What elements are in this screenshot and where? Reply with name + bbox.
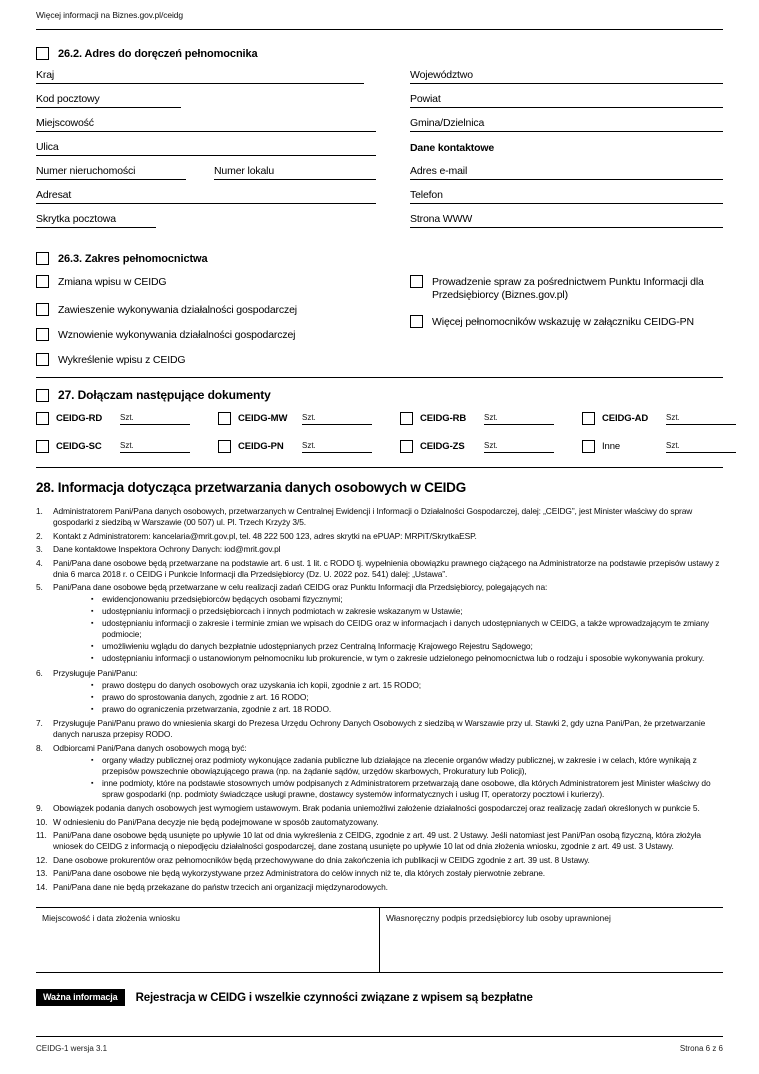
bullet: ▪ umożliwieniu wglądu do danych bezpłatnie udostępnianych przez Centralną Informację Krajowego Rejestru Sądowego;: [91, 641, 723, 652]
adresat-field[interactable]: Adresat: [36, 189, 376, 204]
place-date-box[interactable]: [36, 908, 380, 972]
legal-item-11: [36, 830, 723, 852]
option-zawieszenie[interactable]: [36, 304, 396, 317]
legal-item-6: [36, 668, 723, 716]
numer-nieruchomosci-field[interactable]: Numer nieruchomości: [36, 165, 186, 180]
bullet: ▪ udostępnianiu informacji o zakresie i terminie zmian we wpisach do CEIDG oraz w informacjach i danych udostępnianych w CEIDG, a także wprowadzającym te zmiany podmiocie;: [91, 618, 723, 640]
item-text: Przysługuje Pani/Panu prawo do wniesienia skargi do Prezesa Urzędu Ochrony Danych Osobowych z siedzibą w Warszawie przy ul. Stawki 2, gdy uzna Pani/Pan, że przetwarzanie danych narusza przepisy RODO.: [53, 718, 706, 739]
ceidg-zs-checkbox[interactable]: [400, 440, 413, 453]
wiecej-pelnomocnikow-checkbox[interactable]: [410, 315, 423, 328]
option-wznowienie[interactable]: [36, 329, 396, 342]
item-text: Pani/Pana dane osobowe będą przetwarzane na podstawie art. 6 ust. 1 lit. c RODO tj. wypełnienia obowiązku prawnego ciążącego na Administratorze na podstawie przepisów ustawy z dnia 6 marca 2018 r. o CEIDG i Punkcie Informacji dla Przedsiębiorcy (Dz. U. 2022 poz. 541) dalej: „Ustawa”.: [53, 557, 720, 579]
item-text: Kontakt z Administratorem: kancelaria@mrit.gov.pl, tel. 48 222 500 123, adres skrytki na ePUAP: MRPiT/SkrytkaESP.: [53, 530, 477, 541]
zmiana-wpisu-checkbox[interactable]: [36, 275, 49, 288]
item-5-bullets: [91, 594, 723, 664]
section-26-3-checkbox[interactable]: [36, 252, 49, 265]
item-text: Odbiorcami Pani/Pana danych osobowych mogą być:: [53, 742, 247, 753]
item-number: 7.: [36, 718, 43, 728]
doc-label: CEIDG-SC: [56, 441, 102, 452]
item-number: 10.: [36, 816, 48, 827]
ulica-field[interactable]: Ulica: [36, 141, 376, 156]
ceidg-pn-checkbox[interactable]: [218, 440, 231, 453]
wznowienie-checkbox[interactable]: [36, 328, 49, 341]
doc-ceidg-mw[interactable]: [218, 412, 372, 425]
zakres-left-options: [36, 276, 396, 367]
ceidg-rb-szt-field[interactable]: Szt.: [484, 413, 554, 425]
data-processing-list: [36, 506, 723, 895]
ceidg-zs-szt-field[interactable]: Szt.: [484, 441, 554, 453]
item-text: Pani/Pana dane osobowe nie będą wykorzystywane przez Administratora do celów innych niż te, dla których zostały pierwotnie zebrane.: [53, 868, 546, 878]
gmina-dzielnica-field[interactable]: Gmina/Dzielnica: [410, 117, 723, 132]
doc-label: Inne: [602, 441, 621, 452]
option-label: Wznowienie wykonywania działalności gospodarczej: [58, 329, 296, 341]
doc-label: CEIDG-PN: [238, 441, 284, 452]
ceidg-rd-szt-field[interactable]: Szt.: [120, 413, 190, 425]
item-number: 4.: [36, 557, 43, 568]
important-notice: [36, 989, 533, 1006]
item-number: 8.: [36, 742, 43, 753]
section-26-3-title: 26.3. Zakres pełnomocnictwa: [58, 252, 208, 265]
bullet: ▪ organy władzy publicznej oraz podmioty wykonujące zadania publiczne lub działające na zlecenie organów władzy publicznej, w zakresie i w celach, które wynikają z przepisów powszechnie obowiązującego prawa (np. na żądanie sądów, urzędów skarbowych, Prokuratury lub Policji),: [91, 755, 723, 777]
miejscowosc-field[interactable]: Miejscowość: [36, 117, 376, 132]
bullet: ▪ ewidencjonowaniu przedsiębiorców będących osobami fizycznymi;: [91, 594, 723, 605]
numer-lokalu-field[interactable]: Numer lokalu: [214, 165, 376, 180]
bullet: ▪ udostępnianiu informacji o ustanowionym pełnomocniku lub prokurencie, w tym o zakresie udzielonego pełnomocnictwa lub o rodzaju i sposobie wykonywania prokury.: [91, 653, 723, 664]
zakres-right-options: [410, 276, 723, 329]
ceidg-rb-checkbox[interactable]: [400, 412, 413, 425]
adres-email-field[interactable]: Adres e-mail: [410, 165, 723, 180]
legal-item-9: [36, 803, 723, 814]
option-wykreslenie[interactable]: [36, 354, 396, 367]
item-6-bullets: [91, 680, 723, 715]
more-info-text: Więcej informacji na Biznes.gov.pl/ceidg: [36, 10, 184, 20]
section-26-3-header: [36, 252, 723, 265]
item-text: W odniesieniu do Pani/Pana decyzje nie będą podejmowane w sposób zautomatyzowany.: [53, 816, 379, 827]
kod-pocztowy-field[interactable]: Kod pocztowy: [36, 93, 181, 108]
legal-item-3: [36, 544, 723, 555]
bullet: ▪ prawo dostępu do danych osobowych oraz uzyskania ich kopii, zgodnie z art. 15 RODO;: [91, 680, 723, 691]
inne-checkbox[interactable]: [582, 440, 595, 453]
item-number: 3.: [36, 544, 43, 554]
item-number: 12.: [36, 854, 48, 865]
ceidg-sc-szt-field[interactable]: Szt.: [120, 441, 190, 453]
ceidg-mw-checkbox[interactable]: [218, 412, 231, 425]
doc-ceidg-rd[interactable]: [36, 412, 190, 425]
item-text: Pani/Pana dane nie będą przekazane do państw trzecich ani organizacji międzynarodowych.: [53, 881, 388, 892]
item-text: Administratorem Pani/Pana danych osobowych, przetwarzanych w Centralnej Ewidencji i Informacji o Działalności Gospodarczej, dalej: „CEIDG”, jest Minister właściwy do spraw gospodarki z siedzibą w Warszawie (00 507) ul. Pl. Trzech Krzyży 3/5.: [53, 506, 693, 527]
doc-inne[interactable]: [582, 440, 736, 453]
dane-kontaktowe-heading: Dane kontaktowe: [410, 142, 495, 154]
doc-ceidg-zs[interactable]: [400, 440, 554, 453]
doc-label: CEIDG-RB: [420, 413, 467, 424]
doc-label: CEIDG-AD: [602, 413, 649, 424]
zawieszenie-checkbox[interactable]: [36, 303, 49, 316]
legal-item-4: [36, 558, 723, 580]
item-number: 5.: [36, 582, 43, 592]
important-notice-badge: Ważna informacja: [36, 989, 125, 1006]
wykreslenie-checkbox[interactable]: [36, 353, 49, 366]
doc-label: CEIDG-RD: [56, 413, 103, 424]
option-wiecej-pelnomocnikow[interactable]: [410, 316, 723, 329]
option-prowadzenie-spraw[interactable]: [410, 276, 723, 302]
important-notice-text: Rejestracja w CEIDG i wszelkie czynności związane z wpisem są bezpłatne: [135, 991, 533, 1004]
section-27-header: [36, 388, 723, 402]
strona-www-field[interactable]: Strona WWW: [410, 213, 723, 228]
signature-area: [36, 907, 723, 973]
legal-item-13: [36, 868, 723, 879]
legal-item-5: [36, 582, 723, 665]
address-left-column: [36, 64, 376, 232]
item-number: 9.: [36, 803, 43, 813]
section-26-2-header: [36, 47, 723, 60]
signature-box[interactable]: [380, 908, 723, 972]
ceidg-rd-checkbox[interactable]: [36, 412, 49, 425]
doc-label: CEIDG-MW: [238, 413, 288, 424]
item-number: 14.: [36, 881, 48, 892]
ceidg-mw-szt-field[interactable]: Szt.: [302, 413, 372, 425]
legal-item-12: [36, 855, 723, 866]
form-version: CEIDG-1 wersja 3.1: [36, 1044, 108, 1053]
section-28-title: 28. Informacja dotycząca przetwarzania danych osobowych w CEIDG: [36, 480, 467, 495]
kraj-field[interactable]: Kraj: [36, 69, 364, 84]
item-number: 1.: [36, 506, 43, 516]
ceidg-ad-szt-field[interactable]: Szt.: [666, 413, 736, 425]
bullet: ▪ udostępnianiu informacji o przedsiębiorcach i innych podmiotach w zakresie wskazanym w Ustawie;: [91, 606, 723, 617]
ceidg-sc-checkbox[interactable]: [36, 440, 49, 453]
option-label: Zmiana wpisu w CEIDG: [58, 276, 167, 288]
option-label: Zawieszenie wykonywania działalności gospodarczej: [58, 304, 297, 316]
option-zmiana-wpisu[interactable]: [36, 276, 396, 289]
doc-label: CEIDG-ZS: [420, 441, 465, 452]
bullet: ▪ inne podmioty, które na podstawie stosownych umów podpisanych z Administratorem przetwarzają dane osobowe, dla których Administratorem jest Minister właściwy do spraw gospodarki (np. podmioty świadczące usługi prawne, dostawcy systemów informatycznych i usług IT, operatorzy pocztowi i kurierzy).: [91, 778, 723, 800]
item-text: Pani/Pana dane osobowe będą przetwarzane w celu realizacji zadań CEIDG oraz Punktu Informacji dla Przedsiębiorcy, polegających na:: [53, 582, 548, 592]
section-27-divider: [36, 377, 723, 378]
section-26-2-title: 26.2. Adres do doręczeń pełnomocnika: [58, 47, 258, 60]
item-number: 11.: [36, 830, 47, 840]
footer-divider: [36, 1036, 723, 1037]
address-right-column: [410, 64, 723, 232]
bullet: ▪ prawo do sprostowania danych, zgodnie z art. 16 RODO;: [91, 692, 723, 703]
wojewodztwo-field[interactable]: Województwo: [410, 69, 723, 84]
section-26-2-checkbox[interactable]: [36, 47, 49, 60]
ceidg-ad-checkbox[interactable]: [582, 412, 595, 425]
item-text: Pani/Pana dane osobowe będą usunięte po upływie 10 lat od dnia wykreślenia z CEIDG, zgodnie z art. 49 ust. 2 Ustawy. Jeśli natomiast jest Pani/Pan osobą fizyczną, która złożyła wniosek do CEIDG z informacją o niepodjęciu działalności gospodarczej, dane zostaną usunięte po upływie 10 lat od dnia złożenia wniosku, zgodnie z art. 49 ust. 3 Ustawy.: [53, 830, 701, 851]
legal-item-14: [36, 882, 723, 893]
item-8-bullets: [91, 755, 723, 800]
legal-item-7: [36, 718, 723, 740]
doc-ceidg-ad[interactable]: [582, 412, 736, 425]
option-label: Więcej pełnomocników wskazuję w załączniku CEIDG-PN: [432, 316, 694, 328]
item-number: 6.: [36, 667, 43, 678]
legal-item-2: [36, 531, 723, 542]
telefon-field[interactable]: Telefon: [410, 189, 723, 204]
legal-item-10: [36, 817, 723, 828]
doc-ceidg-sc[interactable]: [36, 440, 190, 453]
doc-ceidg-pn[interactable]: [218, 440, 372, 453]
place-date-label: Miejscowość i data złożenia wniosku: [42, 913, 180, 923]
ceidg-pn-szt-field[interactable]: Szt.: [302, 441, 372, 453]
section-27-checkbox[interactable]: [36, 389, 49, 402]
signature-label: Własnoręczny podpis przedsiębiorcy lub osoby uprawnionej: [386, 913, 611, 923]
doc-ceidg-rb[interactable]: [400, 412, 554, 425]
section-28-divider: [36, 467, 723, 468]
page-number: Strona 6 z 6: [679, 1044, 723, 1053]
powiat-field[interactable]: Powiat: [410, 93, 723, 108]
prowadzenie-spraw-checkbox[interactable]: [410, 275, 423, 288]
item-text: Przysługuje Pani/Panu:: [53, 667, 138, 678]
item-number: 13.: [36, 868, 48, 878]
section-27-title: 27. Dołączam następujące dokumenty: [58, 388, 271, 402]
header-divider: [36, 29, 723, 30]
item-text: Obowiązek podania danych osobowych jest wymogiem ustawowym. Brak podania uniemożliwi założenie działalności gospodarczej oraz realizację zadań określonych w punkcie 5.: [53, 803, 700, 813]
legal-item-8: [36, 743, 723, 801]
item-text: Dane kontaktowe Inspektora Ochrony Danych: iod@mrit.gov.pl: [53, 544, 281, 554]
option-label: Prowadzenie spraw za pośrednictwem Punktu Informacji dla Przedsiębiorcy (Biznes.gov.pl): [432, 276, 704, 301]
documents-grid: [36, 412, 723, 468]
bullet: ▪ prawo do ograniczenia przetwarzania, zgodnie z art. 18 RODO.: [91, 704, 723, 715]
item-number: 2.: [36, 530, 43, 541]
skrytka-pocztowa-field[interactable]: Skrytka pocztowa: [36, 213, 156, 228]
item-text: Dane osobowe prokurentów oraz pełnomocników będą przechowywane do dnia zakończenia ich publikacji w CEIDG zgodnie z art. 39 ust. 8 Ustawy.: [53, 854, 590, 865]
option-label: Wykreślenie wpisu z CEIDG: [58, 354, 186, 366]
inne-szt-field[interactable]: Szt.: [666, 441, 736, 453]
legal-item-1: [36, 506, 723, 528]
